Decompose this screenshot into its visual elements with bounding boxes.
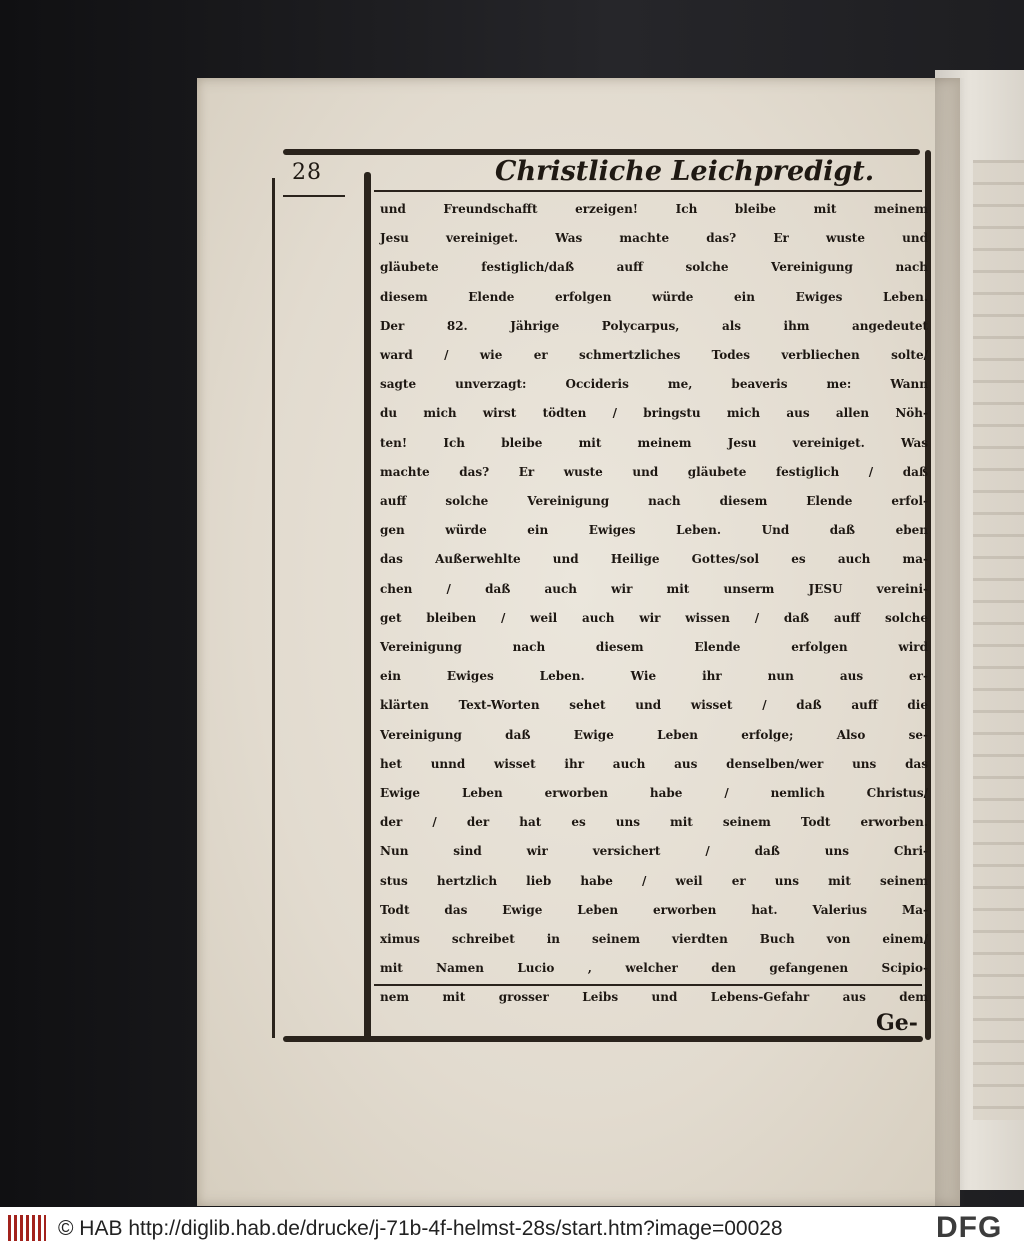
text-line: gläubete festiglich/daß auff solche Vereinigung nach (380, 260, 928, 275)
text-line: ein Ewiges Leben. Wie ihr nun aus er- (380, 669, 928, 684)
text-line: auff solche Vereinigung nach diesem Elende erfol- (380, 494, 928, 509)
text-line: der / der hat es uns mit seinem Todt erworben. (380, 815, 928, 830)
text-line: sagte unverzagt: Occideris me, beaveris me: Wann (380, 377, 928, 392)
text-line: ward / wie er schmertzliches Todes verbliechen solte/ (380, 348, 928, 363)
catchword: Ge- (876, 1010, 918, 1036)
footer-bar (0, 1207, 1024, 1247)
gutter-shadow (935, 78, 965, 1206)
text-line: stus hertzlich lieb habe / weil er uns mit seinem (380, 873, 928, 888)
text-line: klärten Text-Worten sehet und wisset / daß auff die (380, 698, 928, 713)
text-line: Nun sind wir versichert / daß uns Chri- (380, 844, 928, 859)
text-line: chen / daß auch wir mit unserm JESU vereini- (380, 581, 928, 596)
page-number: 28 (292, 160, 322, 185)
text-line: machte das? Er wuste und gläubete festiglich / daß (380, 464, 928, 479)
text-line: ximus schreibet in seinem vierdten Buch von einem/ (380, 932, 928, 947)
text-line: das Außerwehlte und Heilige Gottes/sol es auch ma- (380, 552, 928, 567)
text-line: het unnd wisset ihr auch aus denselben/wer uns das (380, 756, 928, 771)
text-line: get bleiben / weil auch wir wissen / daß auff solche (380, 610, 928, 625)
footer-attribution: © HAB http://diglib.hab.de/drucke/j-71b-4f-helmst-28s/start.htm?image=00028 (58, 1217, 783, 1240)
dfg-logo: DFG (936, 1211, 1003, 1244)
text-line: und Freundschafft erzeigen! Ich bleibe mit meinem (380, 202, 928, 216)
text-line: Der 82. Jährige Polycarpus, als ihm angedeutet (380, 318, 928, 333)
margin-rule (272, 178, 275, 1038)
text-line: Vereinigung daß Ewige Leben erfolge; Also se- (380, 727, 928, 742)
text-line: gen würde ein Ewiges Leben. Und daß eben (380, 523, 928, 538)
page-number-rule (283, 195, 345, 197)
frame-rule-top (283, 149, 920, 155)
text-line: du mich wirst tödten / bringstu mich aus allen Nöh- (380, 406, 928, 421)
text-line: Jesu vereiniget. Was machte das? Er wuste und (380, 231, 928, 246)
text-line: ten! Ich bleibe mit meinem Jesu vereiniget. Was (380, 435, 928, 450)
text-line: Vereinigung nach diesem Elende erfolgen wird (380, 640, 928, 655)
text-line: nem mit grosser Leibs und Lebens-Gefahr aus dem (380, 990, 928, 1005)
text-line: mit Namen Lucio , welcher den gefangenen Scipio- (380, 961, 928, 976)
frame-rule-left (364, 172, 371, 1042)
running-head: Christliche Leichpredigt. (495, 156, 875, 187)
header-rule (374, 190, 922, 192)
facing-page-text-bleed (973, 160, 1024, 1120)
text-line: Ewige Leben erworben habe / nemlich Christus/ (380, 786, 928, 801)
text-line: diesem Elende erfolgen würde ein Ewiges Leben. (380, 289, 928, 304)
frame-rule-bottom (283, 1036, 923, 1042)
text-line: Todt das Ewige Leben erworben hat. Valerius Ma- (380, 902, 928, 917)
body-text (380, 195, 928, 1013)
hab-logo-icon (8, 1215, 46, 1241)
